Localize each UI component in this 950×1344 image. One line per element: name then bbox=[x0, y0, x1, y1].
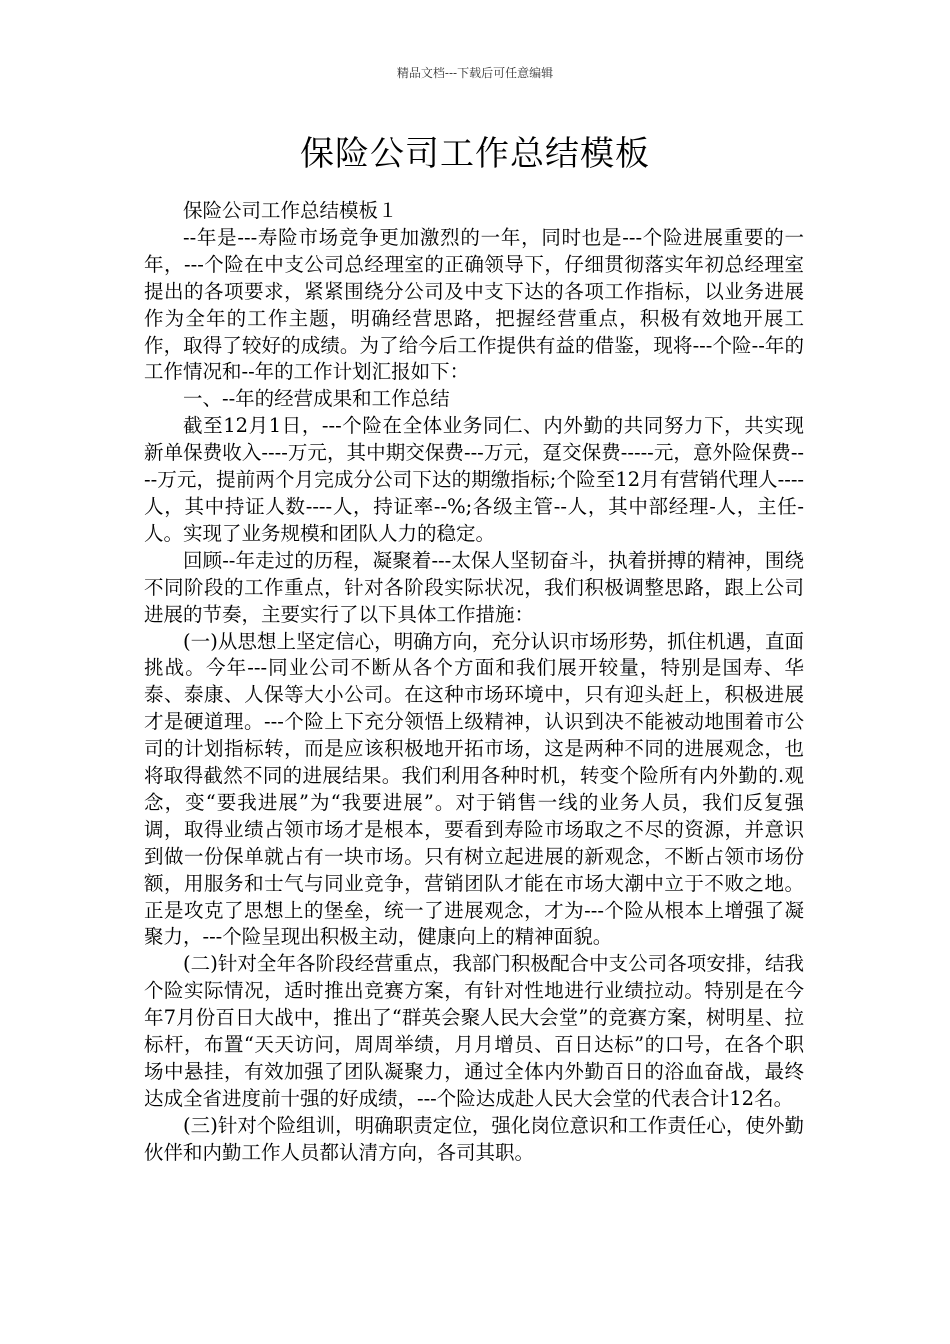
document-body bbox=[144, 198, 804, 1167]
review-paragraph: 回顾--年走过的历程，凝聚着---太保人坚韧奋斗，执着拼搏的精神，围绕不同阶段的工作重点，针对各阶段实际状况，我们积极调整思路，跟上公司进展的节奏，主要实行了以下具体工作措施： bbox=[144, 548, 804, 626]
page-title: 保险公司工作总结模板 bbox=[300, 134, 650, 174]
results-paragraph: 截至12月1日，---个险在全体业务同仁、内外勤的共同努力下，共实现新单保费收入----万元，其中期交保费---万元，趸交保费-----元，意外险保费----万元，提前两个月完成分公司下达的期缴指标;个险至12月有营销代理人----人，其中持证人数----人，持证率--%;各级主管--人，其中部经理-人，主任-人。实现了业务规模和团队人力的稳定。 bbox=[144, 414, 804, 545]
measure-two-paragraph: (二)针对全年各阶段经营重点，我部门积极配合中支公司各项安排，结我个险实际情况，适时推出竞赛方案，有针对性地进行业绩拉动。特别是在今年7月份百日大战中，推出了“群英会聚人民大会堂”的竞赛方案，树明星、拉标杆，布置“天天访问，周周举绩，月月增员、百日达标”的口号，在各个职场中悬挂，有效加强了团队凝聚力，通过全体内外勤百日的浴血奋战，最终达成全省进度前十强的好成绩，---个险达成赴人民大会堂的代表合计12名。 bbox=[144, 952, 804, 1110]
header-note: 精品文档---下载后可任意编辑 bbox=[396, 66, 554, 80]
measure-three-paragraph: (三)针对个险组训，明确职责定位，强化岗位意识和工作责任心，使外勤伙伴和内勤工作人员都认清方向，各司其职。 bbox=[144, 1113, 804, 1164]
measure-one-paragraph: (一)从思想上坚定信心，明确方向，充分认识市场形势，抓住机遇，直面挑战。今年---同业公司不断从各个方面和我们展开较量，特别是国寿、华泰、泰康、人保等大小公司。在这种市场环境中，只有迎头赶上，积极进展才是硬道理。---个险上下充分领悟上级精神，认识到决不能被动地围着市公司的计划指标转，而是应该积极地开拓市场，这是两种不同的进展观念，也将取得截然不同的进展结果。我们利用各种时机，转变个险所有内外勤的.观念，变“要我进展”为“我要进展”。对于销售一线的业务人员，我们反复强调，取得业绩占领市场才是根本，要看到寿险市场取之不尽的资源，并意识到做一份保单就占有一块市场。只有树立起进展的新观念，不断占领市场份额，用服务和士气与同业竞争，营销团队才能在市场大潮中立于不败之地。正是攻克了思想上的堡垒，统一了进展观念，才为---个险从根本上增强了凝聚力，---个险呈现出积极主动，健康向上的精神面貌。 bbox=[144, 629, 804, 949]
section-heading: 一、--年的经营成果和工作总结 bbox=[183, 387, 450, 411]
intro-paragraph: --年是---寿险市场竞争更加激烈的一年，同时也是---个险进展重要的一年，---个险在中支公司总经理室的正确领导下，仔细贯彻落实年初总经理室提出的各项要求，紧紧围绕分公司及中支下达的各项工作指标，以业务进展作为全年的工作主题，明确经营思路，把握经营重点，积极有效地开展工作，取得了较好的成绩。为了给今后工作提供有益的借鉴，现将---个险--年的工作情况和--年的工作计划汇报如下： bbox=[144, 225, 804, 384]
subtitle-paragraph: 保险公司工作总结模板１ bbox=[183, 199, 398, 222]
